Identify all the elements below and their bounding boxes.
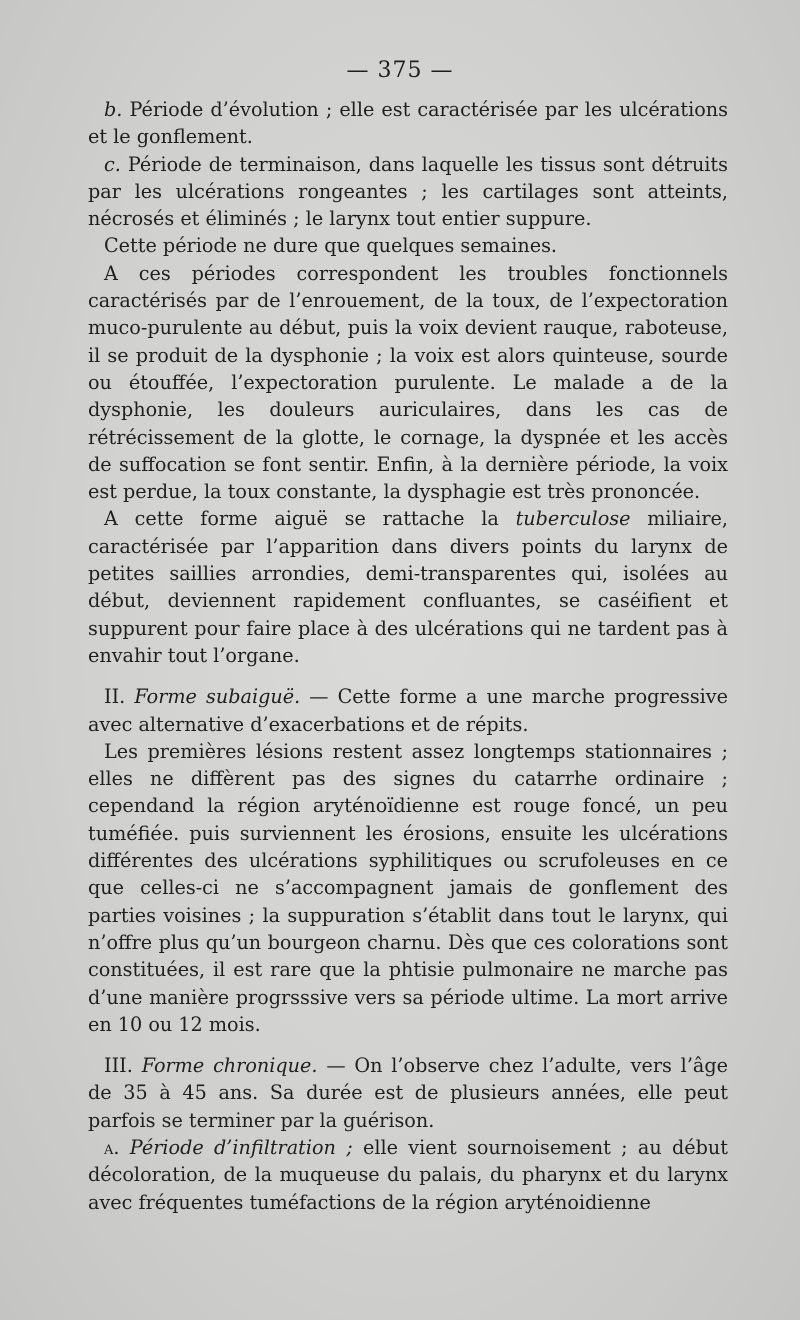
section-chronic-form [88, 1052, 728, 1134]
page-number: — 375 — [346, 58, 454, 83]
paragraph-text: — On l’observe chez l’adulte, vers l’âge de 35 à 45 ans. Sa durée est de plusieurs années, elle peut parfois se terminer par la guérison. [88, 1054, 728, 1132]
paragraph-first-lesions: Les premières lésions restent assez longtemps stationnaires ; elles ne diffèrent pas des signes du catarrhe ordinaire ; cependand la région aryténoïdienne est rouge foncé, un peu tuméfiée. puis surviennent les érosions, ensuite les ulcérations différentes des ulcérations syphilitiques ou scrufoleuses en ce que celles-ci ne s’accompagnent jamais de gonflement des parties voisines ; la suppuration s’établit dans tout le larynx, qui n’offre plus qu’un bourgeon charnu. Dès que ces colorations sont constituées, il est rare que la phtisie pulmonaire ne marche pas d’une manière progrsssive vers sa période ultime. La mort arrive en 10 ou 12 mois. [88, 739, 728, 1036]
paragraph-duration: Cette période ne dure que quelques semaines. [104, 234, 558, 258]
paragraph-label: c. [104, 152, 121, 176]
emphasized-term: tuberculose [515, 507, 631, 531]
paragraph-period-termination [88, 151, 728, 233]
paragraph-text: A cette forme aiguë se rattache la [104, 507, 516, 531]
paragraph-text: elle vient sournoisement ; au début décoloration, de la muqueuse du palais, du pharynx et du larynx avec fréquentes tuméfactions de la région aryténoidienne [88, 1135, 728, 1214]
paragraph-miliary-tuberculosis [88, 505, 728, 669]
section-numeral: II. [104, 685, 135, 709]
body-text [88, 96, 728, 1216]
paragraph-text: — Cette forme a une marche progressive avec alternative d’exacerbations et de répits. [88, 685, 728, 736]
section-subacute-form [88, 683, 728, 738]
section-heading: Forme chronique. [141, 1054, 318, 1078]
paragraph-text: miliaire, caractérisée par l’apparition dans divers points du larynx de petites saillies arrondies, demi-transparentes qui, isolées au début, deviennent rapidement confluantes, se caséifient et suppurent pour faire place à des ulcérations qui ne tardent pas à envahir tout l’organe. [88, 507, 728, 667]
paragraph-label: b. [104, 98, 123, 121]
section-heading: Période d’infiltration ; [119, 1135, 353, 1159]
paragraph-infiltration-period [88, 1134, 728, 1216]
section-heading: Forme subaiguë. [134, 685, 301, 709]
paragraph-functional-troubles: A ces périodes correspondent les troubles fonctionnels caractérisés par de l’enrouement, de la toux, de l’expectoration muco-purulente au début, puis la voix devient rauque, raboteuse, il se produit de la dysphonie ; la voix est alors quinteuse, sourde ou étouffée, l’expectoration purulente. Le malade a de la dysphonie, les douleurs auriculaires, dans les cas de rétrécissement de la glotte, le cornage, la dyspnée et les accès de suffocation se font sentir. Enfin, à la dernière période, la voix est perdue, la toux constante, la dysphagie est très prononcée. [88, 261, 728, 504]
paragraph-period-evolution [88, 96, 728, 151]
section-numeral: III. [104, 1054, 142, 1078]
paragraph-text: Période d’évolution ; elle est caractérisée par les ulcérations et le gonflement. [88, 98, 728, 149]
paragraph-text: Période de terminaison, dans laquelle les tissus sont détruits par les ulcérations rongeantes ; les cartilages sont atteints, nécrosés et éliminés ; le larynx tout entier suppure. [88, 152, 728, 231]
paragraph-label: a. [104, 1135, 120, 1159]
